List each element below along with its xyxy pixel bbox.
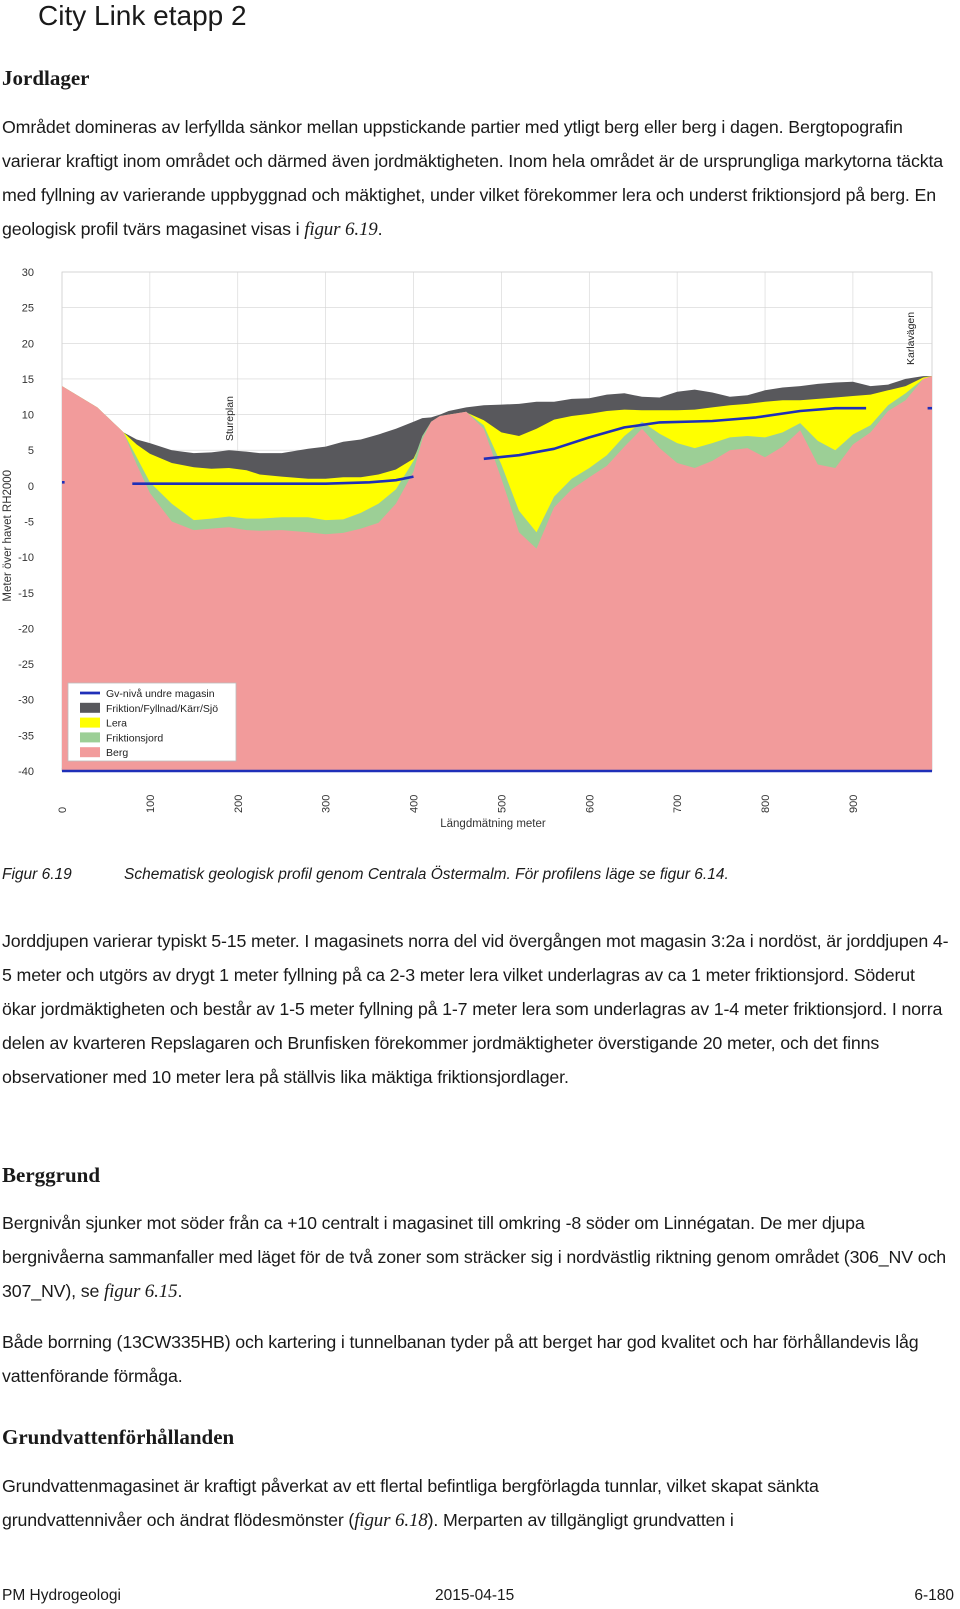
figure-label: Figur 6.19 (2, 866, 72, 883)
x-tick-label: 500 (496, 794, 509, 813)
y-tick-label: 15 (21, 373, 34, 386)
y-tick-label: -5 (24, 516, 34, 529)
legend-swatch (80, 732, 100, 742)
y-tick-label: -30 (18, 694, 34, 707)
y-tick-label: 5 (27, 445, 34, 458)
profile-annotation: Stureplan (223, 396, 236, 441)
geological-profile-figure (0, 265, 960, 865)
figure-reference-6-18[interactable]: figur 6.18 (354, 1510, 428, 1531)
profile-annotation: Karlavägen (905, 311, 918, 365)
figure-reference-6-19[interactable]: figur 6.19 (304, 219, 378, 240)
figure-caption: Schematisk geologisk profil genom Centrala Östermalm. För profilens läge se figur 6.14. (124, 866, 729, 883)
y-tick-label: 20 (21, 338, 34, 351)
paragraph-text: Området domineras av lerfyllda sänkor mellan uppstickande partier med ytligt berg eller berg i dagen. Bergtopografin varierar kraftigt inom området och därmed även jordmäktigheten. Inom hela området är de ursprungliga markytorna täckta med fyllning av varierande uppbyggnad och mäktighet, under vilket förekommer lera och underst friktionsjord på berg. En geologisk profil tvärs magasinet visas i (2, 117, 943, 239)
y-axis-label: Meter över havet RH2000 (2, 469, 14, 602)
paragraph-berggrund-1 (2, 1206, 952, 1309)
legend-label: Gv-nivå undre magasin (106, 688, 215, 700)
document-title: City Link etapp 2 (38, 0, 247, 31)
footer-date: 2015-04-15 (435, 1587, 515, 1604)
x-axis-label: Längdmätning meter (440, 818, 546, 830)
x-tick-label: 200 (232, 794, 245, 813)
paragraph-jordlager-1 (2, 110, 952, 247)
paragraph-jordlager-2: Jorddjupen varierar typiskt 5-15 meter. I magasinets norra del vid övergången mot magasin 3:2a i nordöst, är jorddjupen 4-5 meter och utgörs av drygt 1 meter fyllning på ca 2-3 meter lera vilket underlagras av ca 1 meter friktionsjord. Söderut ökar jordmäktigheten och består av 1-5 meter fyllning på 1-7 meter lera som underlagras av 1-4 meter friktionsjord. I norra delen av kvarteren Repslagaren och Brunfisken förekommer jordmäktigheter överstigande 20 meter, och det finns observationer med 10 meter lera på ställvis lika mäktiga friktionsjordlager. (2, 931, 949, 1087)
y-tick-label: 0 (27, 480, 34, 493)
y-tick-label: 10 (21, 409, 34, 422)
legend-swatch (80, 703, 100, 713)
y-tick-label: -10 (18, 552, 34, 565)
legend-label: Berg (106, 747, 129, 760)
paragraph-grundvatten-1 (2, 1469, 952, 1538)
paragraph-text-end: ). Merparten av tillgängligt grundvatten i (427, 1510, 734, 1530)
heading-berggrund: Berggrund (2, 1163, 101, 1187)
paragraph-text-end: . (377, 219, 383, 239)
legend-swatch (80, 747, 100, 757)
y-tick-label: -25 (18, 659, 34, 672)
x-tick-label: 800 (760, 794, 773, 813)
legend-label: Friktionsjord (106, 732, 164, 745)
y-tick-label: -40 (18, 766, 34, 778)
x-tick-label: 700 (672, 794, 685, 813)
y-tick-label: 25 (21, 302, 34, 315)
y-tick-label: 30 (21, 267, 34, 279)
paragraph-text: Bergnivån sjunker mot söder från ca +10 centralt i magasinet till omkring -8 söder om Linnégatan. De mer djupa bergnivåerna sammanfaller med läget för de två zoner som sträcker sig i nordvästlig riktning genom området (306_NV och 307_NV), se (2, 1213, 946, 1301)
x-tick-label: 400 (408, 794, 421, 813)
y-tick-label: -35 (18, 730, 34, 743)
paragraph-berggrund-2: Både borrning (13CW335HB) och kartering i tunnelbanan tyder på att berget har god kvalitet och har förhållandevis låg vattenförande förmåga. (2, 1332, 919, 1386)
heading-jordlager: Jordlager (2, 66, 90, 90)
x-tick-label: 300 (320, 794, 333, 813)
paragraph-text-end: . (177, 1281, 183, 1301)
figure-reference-6-15[interactable]: figur 6.15 (103, 1281, 178, 1302)
x-tick-label: 100 (144, 794, 157, 813)
x-tick-label: 0 (57, 806, 69, 813)
paragraph-text: Grundvattenmagasinet är kraftigt påverkat av ett flertal befintliga bergförlagda tunnlar, vilket skapat sänkta grundvattennivåer och ändrat flödesmönster ( (2, 1476, 819, 1530)
legend-label: Lera (106, 717, 128, 730)
footer-left: PM Hydrogeologi (2, 1587, 121, 1604)
x-tick-label: 900 (847, 794, 860, 813)
geological-profile-chart (0, 265, 960, 865)
legend-label: Friktion/Fyllnad/Kärr/Sjö (106, 702, 219, 715)
y-tick-label: -15 (18, 587, 34, 600)
y-tick-label: -20 (18, 623, 34, 636)
legend-swatch (80, 718, 100, 728)
heading-grundvatten: Grundvattenförhållanden (2, 1425, 235, 1449)
x-tick-label: 600 (584, 794, 597, 813)
footer-page-number: 6-180 (914, 1587, 954, 1604)
